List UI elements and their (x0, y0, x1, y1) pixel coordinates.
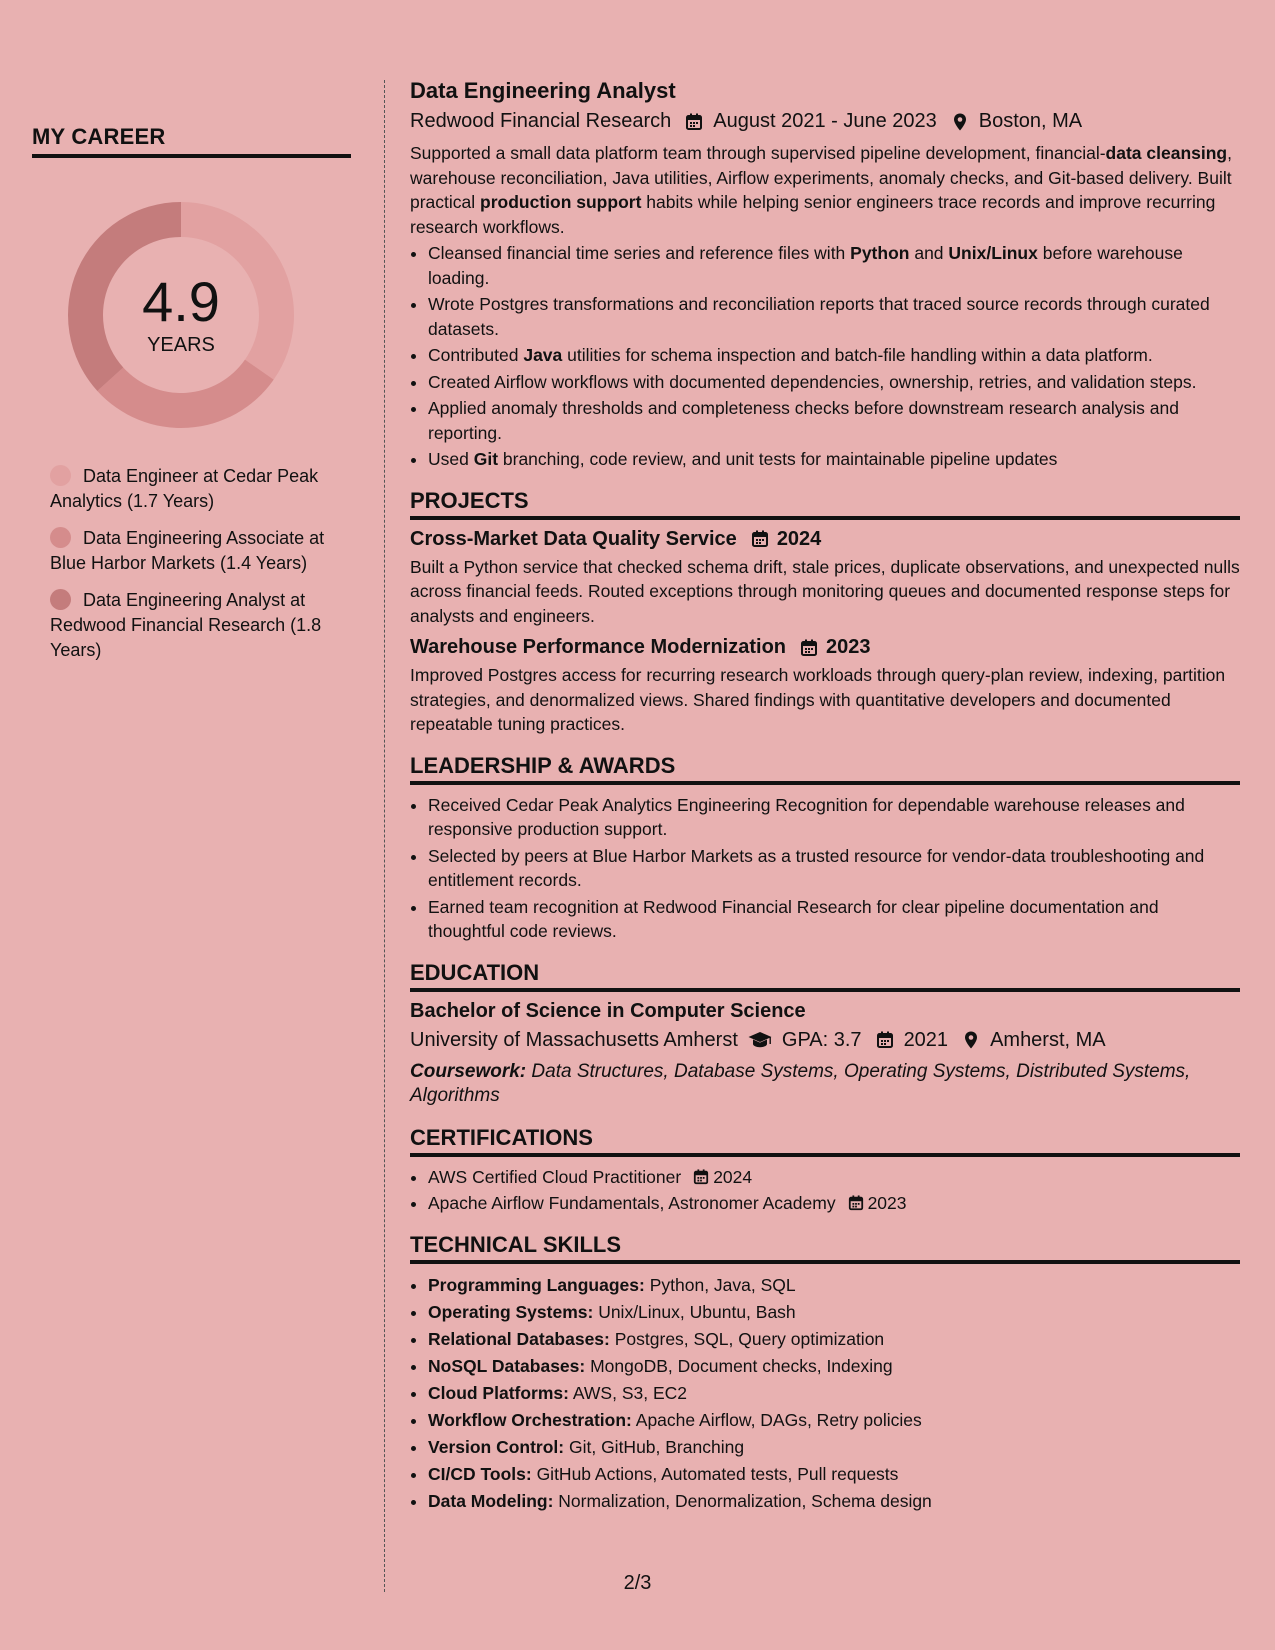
page-number: 2/3 (623, 1572, 652, 1594)
project-year: 2023 (826, 636, 871, 658)
column-divider (384, 80, 385, 1592)
skill-item (428, 1461, 1240, 1488)
legend-dot (50, 527, 71, 548)
skill-category: NoSQL Databases: (428, 1355, 586, 1376)
skill-values: Normalization, Denormalization, Schema design (553, 1490, 932, 1511)
bold-text: data cleansing (1105, 143, 1228, 163)
job-bullet (428, 370, 1240, 395)
leadership-item: • Selected by peers at Blue Harbor Markets as a trusted resource for vendor-data troubleshooting and entitlement records. (428, 844, 1240, 893)
education-meta (410, 1029, 1240, 1052)
job-bullets (410, 241, 1240, 472)
certification-item (428, 1165, 1240, 1190)
text-run: Cleansed financial time series and reference files with (428, 243, 851, 263)
legend-item (50, 588, 330, 663)
skill-item (428, 1326, 1240, 1353)
skill-item (428, 1488, 1240, 1515)
certification-year: 2023 (867, 1193, 907, 1213)
job-dates: August 2021 - June 2023 (713, 110, 937, 132)
text-run: , warehouse reconciliation, Java utilities, Airflow experiments, anomaly checks, and Git-based delivery. Built practical (410, 143, 1232, 212)
main-content (410, 78, 1240, 1515)
certifications-list (410, 1165, 1240, 1216)
school-name: University of Massachusetts Amherst (410, 1028, 738, 1051)
text-run: branching, code review, and unit tests for maintainable pipeline updates (498, 449, 1058, 469)
skill-category: Version Control: (428, 1436, 565, 1457)
calendar-icon (693, 1169, 709, 1185)
project-title (410, 636, 1240, 659)
skill-category: Operating Systems: (428, 1301, 594, 1322)
skills-list (410, 1272, 1240, 1515)
legend-label: Data Engineering Associate at Blue Harbor Markets (1.4 Years) (50, 528, 325, 573)
project-name: Warehouse Performance Modernization (410, 636, 786, 658)
skill-values: AWS, S3, EC2 (568, 1382, 687, 1403)
skill-item (428, 1407, 1240, 1434)
skill-item (428, 1380, 1240, 1407)
legend-label: Data Engineer at Cedar Peak Analytics (1.7 Years) (50, 466, 319, 511)
certification-year: 2024 (713, 1166, 753, 1187)
certification-row (428, 1165, 752, 1190)
skill-category: CI/CD Tools: (428, 1463, 532, 1484)
skill-category: Data Modeling: (428, 1490, 554, 1511)
certifications-section-title: CERTIFICATIONS (410, 1125, 1240, 1157)
text-run: Wrote Postgres transformations and reconciliation reports that traced source records through curated datasets. (428, 294, 1210, 339)
skill-item (428, 1272, 1240, 1299)
text-run: habits while helping senior engineers trace records and improve recurring research workflows. (410, 192, 1216, 237)
career-donut-chart (66, 200, 296, 430)
skill-values: Python, Java, SQL (644, 1274, 796, 1295)
gpa: GPA: 3.7 (781, 1028, 862, 1051)
job-meta (410, 110, 1240, 133)
bold-text: Git (473, 449, 499, 469)
legend-dot (50, 589, 71, 610)
location-pin-icon (951, 113, 969, 131)
leadership-item: • Earned team recognition at Redwood Financial Research for clear pipeline documentation and thoughtful code reviews. (428, 895, 1240, 944)
degree-title: Bachelor of Science in Computer Science (410, 999, 806, 1022)
job-location: Boston, MA (978, 110, 1083, 132)
job-bullet (428, 343, 1240, 368)
skill-category: Workflow Orchestration: (428, 1409, 632, 1430)
skill-category: Programming Languages: (428, 1274, 645, 1295)
skill-values: Unix/Linux, Ubuntu, Bash (593, 1301, 796, 1322)
donut-center (66, 200, 296, 430)
legend-label: Data Engineering Analyst at Redwood Financial Research (1.8 Years) (50, 590, 322, 660)
project-name: Cross-Market Data Quality Service (410, 527, 737, 550)
bold-text: Python (850, 243, 910, 263)
certification-row (428, 1191, 907, 1216)
projects-section-title: PROJECTS (410, 488, 1240, 520)
job-bullet (428, 241, 1240, 290)
location-pin-icon (962, 1031, 980, 1049)
calendar-icon (751, 530, 769, 548)
skill-category: Relational Databases: (428, 1328, 610, 1349)
certification-item (428, 1191, 1240, 1216)
coursework-label: Coursework: (410, 1060, 527, 1082)
legend-item (50, 526, 330, 576)
calendar-icon (876, 1031, 894, 1049)
text-run: before warehouse loading. (428, 243, 1183, 288)
text-run: Used (428, 449, 474, 469)
skill-values: GitHub Actions, Automated tests, Pull requests (531, 1463, 899, 1484)
job-company: Redwood Financial Research (410, 110, 672, 132)
graduation-year: 2021 (903, 1028, 949, 1051)
project-description: Built a Python service that checked schema drift, stale prices, duplicate observations, and unexpected nulls across financial feeds. Routed exceptions through monitoring queues and documented response steps for analysts and engineers. (410, 556, 1240, 626)
text-run: Created Airflow workflows with documented dependencies, ownership, retries, and validation steps. (428, 371, 1197, 392)
leadership-item: • Received Cedar Peak Analytics Engineering Recognition for dependable warehouse releases and responsive production support. (428, 793, 1240, 842)
skills-section-title: TECHNICAL SKILLS (410, 1232, 1240, 1264)
leadership-list (410, 793, 1240, 944)
projects-list (410, 528, 1240, 737)
career-legend (50, 464, 351, 663)
skill-category: Cloud Platforms: (428, 1382, 569, 1403)
skill-item (428, 1434, 1240, 1461)
school-location: Amherst, MA (990, 1028, 1106, 1051)
certification-name: • Apache Airflow Fundamentals, Astronomer Academy (428, 1193, 836, 1213)
coursework (410, 1060, 1240, 1109)
project-description: Improved Postgres access for recurring research workloads through query-plan review, indexing, partition strategies, and denormalized views. Shared findings with quantitative developers and documented repeatable tuning practices. (410, 665, 1226, 734)
education-section-title: EDUCATION (410, 960, 1240, 992)
coursework-list: Data Structures, Database Systems, Operating Systems, Distributed Systems, Algorithms (410, 1060, 1191, 1106)
text-run: utilities for schema inspection and batch-file handling within a data platform. (562, 345, 1153, 365)
career-sidebar (32, 124, 351, 675)
project-year: 2024 (776, 527, 822, 550)
calendar-icon (685, 113, 703, 131)
skill-item (428, 1353, 1240, 1380)
bold-text: Java (523, 345, 563, 365)
text-run: and (909, 243, 949, 263)
job-bullet (428, 396, 1240, 445)
leadership-section-title: LEADERSHIP & AWARDS (410, 753, 1240, 785)
certification-name: • AWS Certified Cloud Practitioner (428, 1166, 682, 1187)
text-run: Applied anomaly thresholds and completeness checks before downstream research analysis and reporting. (428, 398, 1179, 443)
career-title: MY CAREER (32, 124, 351, 158)
legend-dot (50, 465, 71, 486)
total-years-unit: YEARS (147, 333, 215, 356)
project-title (410, 528, 1240, 551)
total-years-value: 4.9 (142, 269, 220, 333)
skill-values: Apache Airflow, DAGs, Retry policies (631, 1409, 922, 1430)
graduation-cap-icon (748, 1031, 772, 1049)
calendar-icon (848, 1195, 864, 1211)
bold-text: Unix/Linux (948, 243, 1038, 263)
bold-text: production support (480, 192, 642, 212)
legend-item (50, 464, 330, 514)
calendar-icon (800, 639, 818, 657)
job-bullet (428, 447, 1240, 472)
skill-values: Git, GitHub, Branching (564, 1436, 745, 1457)
text-run: Supported a small data platform team through supervised pipeline development, financial- (410, 143, 1106, 163)
skill-values: Postgres, SQL, Query optimization (609, 1328, 885, 1349)
job-bullet (428, 292, 1240, 341)
job-title: Data Engineering Analyst (410, 78, 676, 103)
job-summary (410, 141, 1240, 239)
skill-item (428, 1299, 1240, 1326)
text-run: Contributed (428, 345, 524, 365)
skill-values: MongoDB, Document checks, Indexing (585, 1355, 893, 1376)
